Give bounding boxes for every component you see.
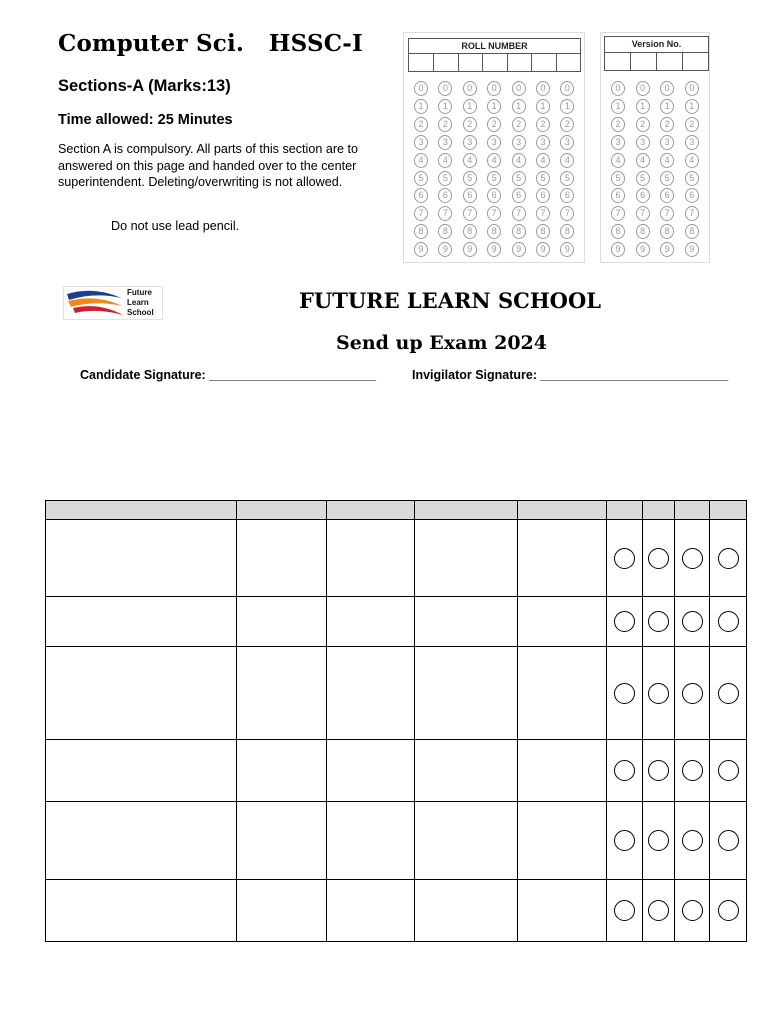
roll-number-bubble[interactable]: 0 [512,81,526,96]
answer-bubble[interactable] [648,760,669,781]
roll-number-bubble[interactable]: 4 [560,153,574,168]
question-cell [46,880,237,942]
roll-number-bubble[interactable]: 9 [487,242,501,257]
roll-number-bubble[interactable]: 9 [414,242,428,257]
option-cell [237,597,327,647]
answer-bubble[interactable] [718,760,739,781]
option-cell [327,520,415,597]
version-number-bubble[interactable]: 5 [611,171,625,186]
version-number-bubble[interactable]: 1 [636,99,650,114]
version-number-bubble[interactable]: 9 [685,242,699,257]
instructions-text: Section A is compulsory. All parts of this section are to answered on this page and handed over to the center superintendent. Deleting/overwriting is not allowed. [58,142,359,190]
time-allowed: Time allowed: 25 Minutes [58,112,233,128]
roll-number-bubble[interactable]: 2 [438,117,452,132]
roll-number-bubble[interactable]: 2 [512,117,526,132]
answer-bubble[interactable] [718,611,739,632]
version-number-bubble[interactable]: 2 [660,117,674,132]
version-number-bubble[interactable]: 1 [685,99,699,114]
answer-bubble[interactable] [718,900,739,921]
option-cell [237,647,327,740]
version-number-bubble[interactable]: 8 [611,224,625,239]
option-cell [327,597,415,647]
version-number-bubble[interactable]: 3 [660,135,674,150]
option-cell [415,880,518,942]
roll-number-bubble[interactable]: 7 [487,206,501,221]
version-number-bubble[interactable]: 4 [636,153,650,168]
roll-number-bubble[interactable]: 1 [512,99,526,114]
version-number-bubble[interactable]: 1 [611,99,625,114]
roll-number-bubble[interactable]: 9 [512,242,526,257]
answer-bubble[interactable] [614,611,635,632]
option-cell [518,520,607,597]
answer-bubble[interactable] [648,900,669,921]
roll-number-bubble[interactable]: 3 [438,135,452,150]
table-row [46,802,747,880]
answer-bubble[interactable] [648,683,669,704]
question-cell [46,647,237,740]
header-cell-bubble-b [643,501,675,520]
version-number-bubble[interactable]: 5 [685,171,699,186]
answer-bubble[interactable] [718,548,739,569]
answer-bubble[interactable] [648,830,669,851]
roll-number-bubble[interactable]: 5 [487,171,501,186]
version-number-bubble[interactable]: 3 [685,135,699,150]
section-heading: Sections-A (Marks:13) [58,77,231,95]
roll-number-bubble[interactable]: 3 [512,135,526,150]
version-number-bubble[interactable]: 0 [685,81,699,96]
roll-number-bubble[interactable]: 5 [438,171,452,186]
roll-number-bubble[interactable]: 7 [463,206,477,221]
roll-number-bubble[interactable]: 0 [560,81,574,96]
version-number-bubble[interactable]: 8 [685,224,699,239]
roll-number-bubble[interactable]: 2 [463,117,477,132]
answer-bubble[interactable] [648,611,669,632]
roll-number-sheet [403,32,585,263]
option-cell [415,647,518,740]
roll-number-bubble[interactable]: 8 [438,224,452,239]
roll-number-bubble[interactable]: 9 [536,242,550,257]
answer-bubble[interactable] [682,683,703,704]
logo-line-school: School [127,308,154,317]
version-number-bubble[interactable]: 0 [636,81,650,96]
option-cell [518,802,607,880]
version-number-bubble[interactable]: 3 [611,135,625,150]
roll-number-bubble[interactable]: 9 [438,242,452,257]
version-number-bubble[interactable]: 0 [611,81,625,96]
header-cell-option-b [327,501,415,520]
roll-number-write-boxes[interactable] [408,53,581,72]
roll-number-bubble[interactable]: 0 [536,81,550,96]
roll-number-bubble[interactable]: 2 [560,117,574,132]
subject-title: Computer Sci. HSSC-I [58,30,364,57]
answer-bubble[interactable] [614,548,635,569]
logo-line-learn: Learn [127,298,149,307]
roll-number-bubble[interactable]: 6 [438,188,452,203]
roll-number-bubble[interactable]: 3 [463,135,477,150]
version-number-bubble[interactable]: 6 [611,188,625,203]
exam-title: Send up Exam 2024 [336,332,547,354]
option-cell [327,802,415,880]
version-number-bubble[interactable]: 8 [636,224,650,239]
option-cell [237,520,327,597]
instructions [58,141,393,191]
option-cell [237,880,327,942]
answer-bubble[interactable] [682,830,703,851]
roll-number-bubble[interactable]: 0 [463,81,477,96]
roll-number-bubble[interactable]: 1 [487,99,501,114]
option-cell [518,880,607,942]
roll-number-bubble[interactable]: 8 [414,224,428,239]
roll-number-bubble[interactable]: 4 [487,153,501,168]
school-name: FUTURE LEARN SCHOOL [298,288,602,313]
roll-number-bubble[interactable]: 3 [536,135,550,150]
logo-line-future: Future [127,288,152,297]
version-number-bubble[interactable]: 7 [636,206,650,221]
roll-number-bubble[interactable]: 7 [512,206,526,221]
roll-number-bubble[interactable]: 6 [487,188,501,203]
roll-number-bubble[interactable]: 7 [414,206,428,221]
roll-number-bubble[interactable]: 6 [512,188,526,203]
roll-number-bubble[interactable]: 2 [414,117,428,132]
roll-number-bubble[interactable]: 8 [536,224,550,239]
option-cell [327,647,415,740]
version-number-write-boxes[interactable] [604,52,709,71]
roll-number-bubble[interactable]: 7 [438,206,452,221]
roll-number-bubble[interactable]: 0 [487,81,501,96]
option-cell [415,520,518,597]
roll-number-bubble[interactable]: 9 [560,242,574,257]
option-cell [415,802,518,880]
version-number-label: Version No. [604,36,709,53]
question-cell [46,802,237,880]
option-cell [415,740,518,802]
version-number-bubble[interactable]: 5 [660,171,674,186]
option-cell [518,647,607,740]
table-row [46,880,747,942]
roll-number-bubble[interactable]: 9 [463,242,477,257]
roll-number-bubble[interactable]: 4 [414,153,428,168]
answer-bubble[interactable] [718,830,739,851]
version-number-bubble[interactable]: 0 [660,81,674,96]
version-number-bubble[interactable]: 4 [611,153,625,168]
version-number-bubble[interactable]: 8 [660,224,674,239]
answer-bubble[interactable] [648,548,669,569]
roll-number-bubble[interactable]: 4 [438,153,452,168]
version-number-bubble[interactable]: 9 [660,242,674,257]
option-cell [237,802,327,880]
question-cell [46,520,237,597]
roll-number-bubble[interactable]: 4 [536,153,550,168]
roll-number-bubble[interactable]: 4 [512,153,526,168]
header-cell-bubble-c [675,501,710,520]
version-number-bubble[interactable]: 7 [685,206,699,221]
version-number-bubble[interactable]: 4 [685,153,699,168]
header-cell-option-d [518,501,607,520]
answer-bubble[interactable] [614,830,635,851]
answer-bubble[interactable] [682,900,703,921]
pencil-note: Do not use lead pencil. [111,219,240,233]
roll-number-bubble[interactable]: 3 [487,135,501,150]
roll-number-bubble[interactable]: 7 [560,206,574,221]
version-number-bubble[interactable]: 5 [636,171,650,186]
table-row [46,597,747,647]
header-cell-question [46,501,237,520]
roll-number-bubble[interactable]: 3 [560,135,574,150]
roll-number-label: ROLL NUMBER [408,38,581,54]
roll-number-bubble[interactable]: 5 [512,171,526,186]
version-number-sheet [600,32,710,263]
roll-number-bubble[interactable]: 1 [438,99,452,114]
answer-bubble[interactable] [614,900,635,921]
roll-number-bubble[interactable]: 0 [414,81,428,96]
version-number-bubble[interactable]: 6 [660,188,674,203]
option-cell [237,740,327,802]
invigilator-signature-field[interactable]: Invigilator Signature: ___________________________ [412,368,729,382]
table-row [46,647,747,740]
answer-bubble[interactable] [682,548,703,569]
answer-bubble[interactable] [718,683,739,704]
version-number-bubble[interactable]: 3 [636,135,650,150]
version-number-bubble[interactable]: 9 [611,242,625,257]
roll-number-bubble[interactable]: 2 [487,117,501,132]
roll-number-bubble[interactable]: 0 [438,81,452,96]
version-number-bubble[interactable]: 7 [611,206,625,221]
question-cell [46,740,237,802]
roll-number-bubble[interactable]: 8 [463,224,477,239]
mcq-answer-table [45,500,747,942]
roll-number-bubble[interactable]: 1 [463,99,477,114]
roll-number-bubble[interactable]: 8 [560,224,574,239]
roll-number-bubble[interactable]: 7 [536,206,550,221]
roll-number-bubble[interactable]: 5 [536,171,550,186]
roll-number-bubble[interactable]: 1 [560,99,574,114]
roll-number-bubble[interactable]: 6 [463,188,477,203]
answer-bubble[interactable] [614,683,635,704]
roll-number-bubble[interactable]: 1 [414,99,428,114]
version-number-bubble[interactable]: 9 [636,242,650,257]
option-cell [415,597,518,647]
table-row [46,740,747,802]
candidate-signature-field[interactable]: Candidate Signature: ________________________ [80,368,377,382]
roll-number-bubble[interactable]: 8 [487,224,501,239]
version-number-bubble[interactable]: 1 [660,99,674,114]
version-number-bubble[interactable]: 2 [685,117,699,132]
roll-number-bubble[interactable]: 1 [536,99,550,114]
answer-bubble[interactable] [682,611,703,632]
header-cell-option-a [237,501,327,520]
roll-number-bubble[interactable]: 5 [414,171,428,186]
version-number-bubble[interactable]: 6 [636,188,650,203]
version-number-bubble[interactable]: 2 [611,117,625,132]
roll-number-bubble[interactable]: 4 [463,153,477,168]
option-cell [518,597,607,647]
table-header-row [46,501,747,520]
version-number-bubble[interactable]: 4 [660,153,674,168]
answer-bubble[interactable] [614,760,635,781]
option-cell [327,740,415,802]
roll-number-bubble[interactable]: 6 [536,188,550,203]
roll-number-bubble[interactable]: 8 [512,224,526,239]
version-number-bubble[interactable]: 2 [636,117,650,132]
roll-number-bubble[interactable]: 2 [536,117,550,132]
header-cell-bubble-d [710,501,747,520]
roll-number-bubble[interactable]: 5 [560,171,574,186]
roll-number-bubble[interactable]: 6 [560,188,574,203]
roll-number-bubble[interactable]: 5 [463,171,477,186]
version-number-bubble[interactable]: 7 [660,206,674,221]
table-row [46,520,747,597]
option-cell [327,880,415,942]
header-cell-option-c [415,501,518,520]
option-cell [518,740,607,802]
answer-bubble[interactable] [682,760,703,781]
version-number-bubble[interactable]: 6 [685,188,699,203]
roll-number-bubble[interactable]: 6 [414,188,428,203]
header-cell-bubble-a [607,501,643,520]
roll-number-bubble[interactable]: 3 [414,135,428,150]
question-cell [46,597,237,647]
